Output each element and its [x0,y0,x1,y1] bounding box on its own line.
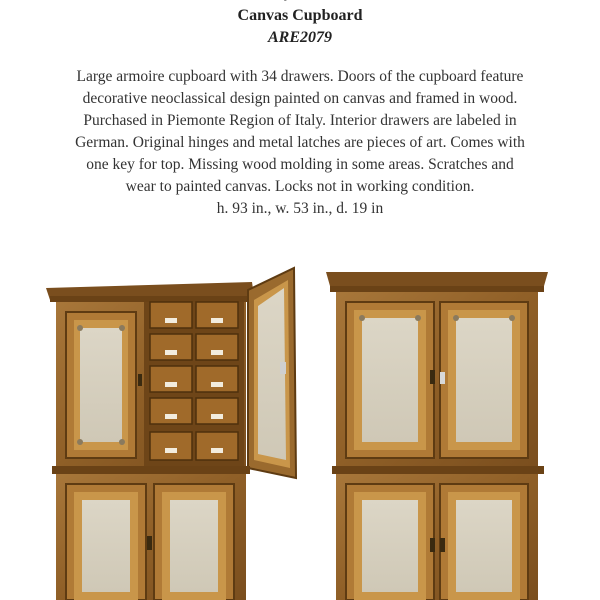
description-line: Purchased in Piemonte Region of Italy. Interior drawers are labeled in [83,112,517,129]
photo-closed-cupboard [326,262,552,600]
description-line: decorative neoclassical design painted on canvas and framed in wood. [82,90,518,107]
open-cupboard-image [44,262,300,600]
description-line: one key for top. Missing wood molding in some areas. Scratches and [86,156,514,173]
product-description [40,66,560,220]
header [0,0,600,49]
photo-open-cupboard [44,262,300,600]
description-line: wear to painted canvas. Locks not in working condition. [125,178,475,195]
dimensions: h. 93 in., w. 53 in., d. 19 in [216,200,384,217]
closed-cupboard-image [326,262,552,600]
product-code: ARE2079 [267,29,332,46]
product-title: Canvas Cupboard [237,7,363,24]
partial-title [0,0,600,5]
description-line: Large armoire cupboard with 34 drawers. Doors of the cupboard feature [76,68,524,85]
description-line: German. Original hinges and metal latches are pieces of art. Comes with [75,134,525,151]
